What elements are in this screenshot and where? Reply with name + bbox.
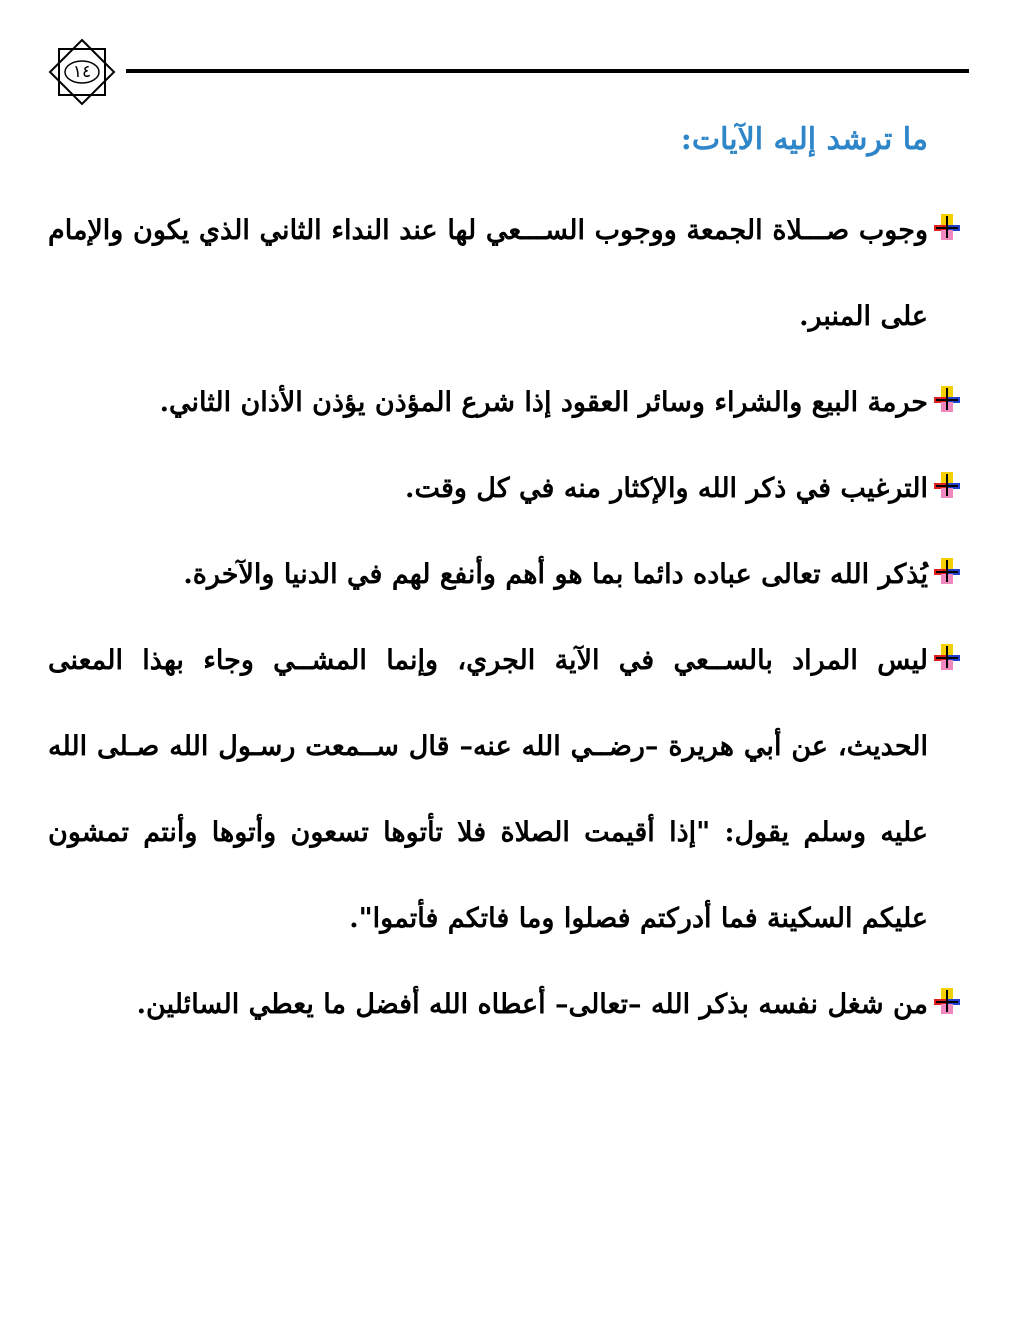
list-item-text: من شغل نفسه بذكر الله –تعالى– أعطاه الله أفضل ما يعطي السائلين. bbox=[136, 989, 928, 1020]
list-item bbox=[48, 360, 928, 446]
list-item-text: وجوب صـــلاة الجمعة ووجوب الســـعي لها عند النداء الثاني الذي يكون والإمام على المنبر. bbox=[48, 215, 928, 332]
page-header bbox=[0, 0, 1020, 120]
page-number-badge bbox=[48, 38, 116, 106]
list-item bbox=[48, 188, 928, 360]
list-item-text: حرمة البيع والشراء وسائر العقود إذا شرع المؤذن يؤذن الأذان الثاني. bbox=[159, 387, 928, 418]
colored-cross-bullet-icon bbox=[932, 556, 962, 586]
list-item bbox=[48, 618, 928, 962]
list-item-text: يُذكر الله تعالى عباده دائما بما هو أهم وأنفع لهم في الدنيا والآخرة. bbox=[183, 559, 928, 590]
header-divider bbox=[126, 69, 969, 73]
list-item-text: الترغيب في ذكر الله والإكثار منه في كل وقت. bbox=[405, 473, 928, 504]
list-item bbox=[48, 532, 928, 618]
colored-cross-bullet-icon bbox=[932, 642, 962, 672]
list-item bbox=[48, 446, 928, 532]
colored-cross-bullet-icon bbox=[932, 384, 962, 414]
list-item-text: ليس المراد بالســعي في الآية الجري، وإنما المشــي وجاء بهذا المعنى الحديث، عن أبي هريرة –رضــي الله عنه– قال ســمعت رسـول الله صـلى الله عليه وسلم يقول: "إذا أقيمت الصلاة فلا تأتوها تسعون وأتوها وأنتم تمشون عليكم السكينة فما أدركتم فصلوا وما فاتكم فأتموا". bbox=[48, 645, 928, 934]
points-list bbox=[48, 188, 928, 1048]
page-number: ١٤ bbox=[72, 62, 92, 82]
list-item bbox=[48, 962, 928, 1048]
section-title: ما ترشد إليه الآيات: bbox=[680, 122, 928, 157]
colored-cross-bullet-icon bbox=[932, 470, 962, 500]
colored-cross-bullet-icon bbox=[932, 986, 962, 1016]
colored-cross-bullet-icon bbox=[932, 212, 962, 242]
